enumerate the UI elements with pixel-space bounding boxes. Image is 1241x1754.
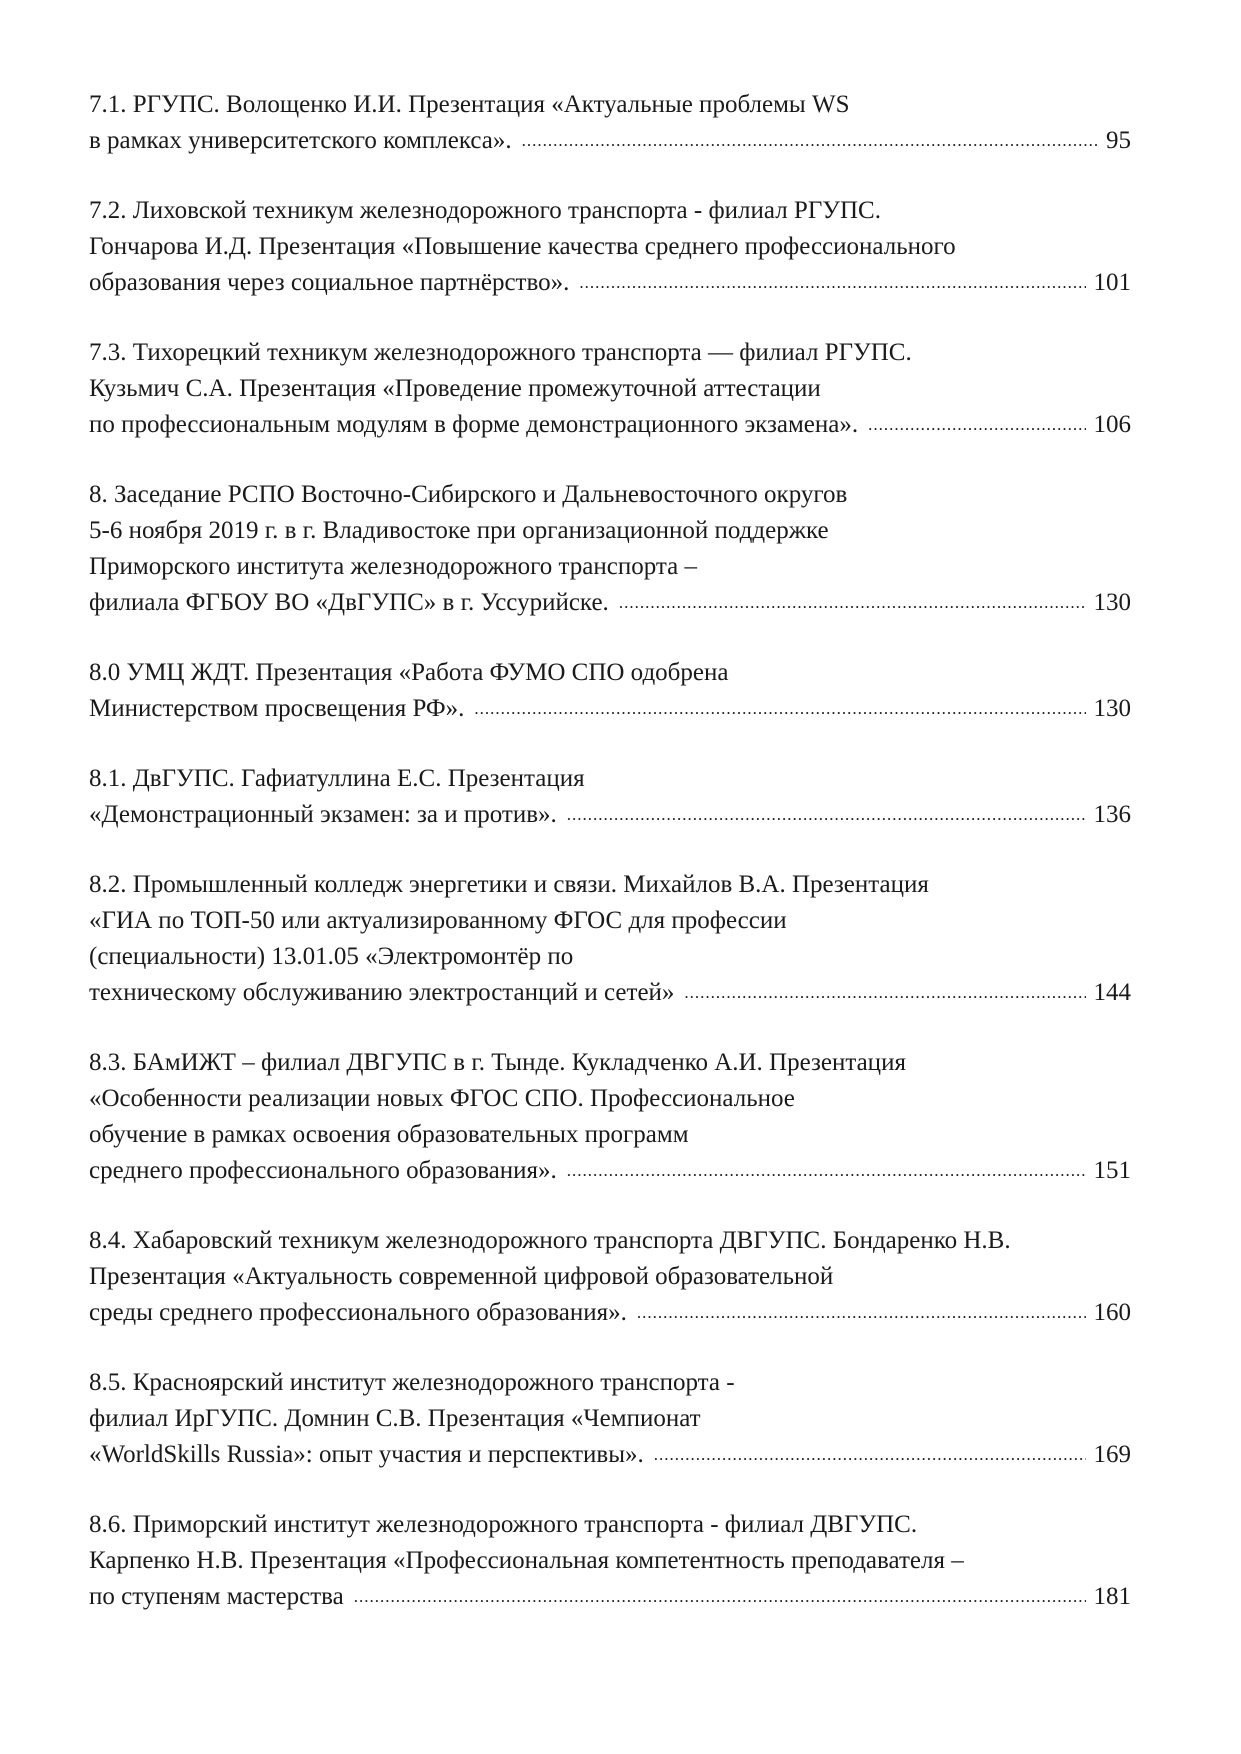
toc-entry-line: 8.5. Красноярский институт железнодорожного транспорта - [89, 1369, 735, 1396]
toc-entry-line: среднего профессионального образования». [89, 1157, 557, 1184]
toc-entry-line: «Демонстрационный экзамен: за и против». [89, 801, 557, 828]
toc-entry-line: 8.4. Хабаровский техникум железнодорожного транспорта ДВГУПС. Бондаренко Н.В. [89, 1227, 1011, 1254]
toc-entry-line: 7.3. Тихорецкий техникум железнодорожного транспорта — филиал РГУПС. [89, 339, 912, 366]
toc-page-number: 136 [1093, 801, 1131, 828]
toc-entry-last-line [89, 797, 1131, 833]
toc-entry-line: 7.1. РГУПС. Волощенко И.И. Презентация «Актуальные проблемы WS [89, 91, 850, 118]
toc-entry [89, 867, 1131, 1011]
toc-entry [89, 655, 1131, 727]
dot-leader [654, 1435, 1086, 1473]
toc-entry-last-line [89, 1295, 1131, 1331]
toc-entry-last-line [89, 585, 1131, 621]
toc-entry-line: Гончарова И.Д. Презентация «Повышение качества среднего профессионального [89, 233, 956, 260]
dot-leader [474, 689, 1085, 727]
dot-leader [522, 121, 1098, 159]
toc-page-number: 181 [1093, 1583, 1131, 1610]
toc-entry-line: 8.6. Приморский институт железнодорожного транспорта - филиал ДВГУПС. [89, 1511, 918, 1538]
toc-entry-line: «Особенности реализации новых ФГОС СПО. Профессиональное [89, 1085, 795, 1112]
toc-entry-line: обучение в рамках освоения образовательных программ [89, 1121, 689, 1148]
toc-entry-last-line [89, 1153, 1131, 1189]
toc-entry-line: 7.2. Лиховской техникум железнодорожного транспорта - филиал РГУПС. [89, 197, 881, 224]
toc-entry-line: 8.3. БАмИЖТ – филиал ДВГУПС в г. Тынде. Кукладченко А.И. Презентация [89, 1049, 906, 1076]
table-of-contents [89, 87, 1131, 1649]
toc-page-number: 169 [1093, 1441, 1131, 1468]
toc-entry-line: Презентация «Актуальность современной цифровой образовательной [89, 1263, 834, 1290]
toc-entry-line: 8.0 УМЦ ЖДТ. Презентация «Работа ФУМО СПО одобрена [89, 659, 729, 686]
dot-leader [637, 1293, 1086, 1331]
toc-entry-line: 8.2. Промышленный колледж энергетики и связи. Михайлов В.А. Презентация [89, 871, 929, 898]
toc-entry-line: техническому обслуживанию электростанций и сетей» [89, 979, 675, 1006]
dot-leader [579, 263, 1085, 301]
toc-entry-last-line [89, 265, 1131, 301]
toc-entry [89, 1045, 1131, 1189]
toc-entry-line: по ступеням мастерства [89, 1583, 344, 1610]
toc-page-number: 151 [1093, 1157, 1131, 1184]
toc-entry [89, 1507, 1131, 1615]
toc-entry [89, 335, 1131, 443]
toc-entry-line: Приморского института железнодорожного транспорта – [89, 553, 697, 580]
toc-entry [89, 1365, 1131, 1473]
toc-entry-line: филиала ФГБОУ ВО «ДвГУПС» в г. Уссурийске. [89, 589, 609, 616]
toc-page-number: 144 [1093, 979, 1131, 1006]
dot-leader [684, 973, 1085, 1011]
dot-leader [619, 583, 1086, 621]
toc-entry [89, 1223, 1131, 1331]
toc-entry-line: «WorldSkills Russia»: опыт участия и перспективы». [89, 1441, 644, 1468]
toc-entry-line: Кузьмич С.А. Презентация «Проведение промежуточной аттестации [89, 375, 821, 402]
toc-entry-line: среды среднего профессионального образования». [89, 1299, 627, 1326]
toc-entry-line: образования через социальное партнёрство». [89, 269, 570, 296]
toc-entry-line: филиал ИрГУПС. Домнин С.В. Презентация «Чемпионат [89, 1405, 701, 1432]
toc-page-number: 106 [1093, 411, 1131, 438]
toc-entry-line: в рамках университетского комплекса». [89, 127, 512, 154]
dot-leader [868, 405, 1085, 443]
toc-entry-last-line [89, 691, 1131, 727]
toc-entry-last-line [89, 407, 1131, 443]
toc-entry-last-line [89, 1437, 1131, 1473]
toc-entry-last-line [89, 975, 1131, 1011]
toc-entry-line: по профессиональным модулям в форме демонстрационного экзамена». [89, 411, 859, 438]
toc-entry-line: Карпенко Н.В. Презентация «Профессиональная компетентность преподавателя – [89, 1547, 964, 1574]
toc-entry [89, 761, 1131, 833]
toc-entry-line: 5-6 ноября 2019 г. в г. Владивостоке при организационной поддержке [89, 517, 829, 544]
toc-entry-line: 8. Заседание РСПО Восточно-Сибирского и Дальневосточного округов [89, 481, 848, 508]
toc-entry [89, 193, 1131, 301]
dot-leader [567, 1151, 1086, 1189]
toc-entry-last-line [89, 1579, 1131, 1615]
toc-entry-line: (специальности) 13.01.05 «Электромонтёр по [89, 943, 574, 970]
toc-page-number: 101 [1093, 269, 1131, 296]
toc-page-number: 160 [1093, 1299, 1131, 1326]
toc-page-number: 130 [1093, 695, 1131, 722]
toc-entry-line: 8.1. ДвГУПС. Гафиатуллина Е.С. Презентация [89, 765, 585, 792]
toc-page-number: 130 [1093, 589, 1131, 616]
toc-entry [89, 477, 1131, 621]
toc-entry-line: Министерством просвещения РФ». [89, 695, 465, 722]
dot-leader [567, 795, 1086, 833]
toc-entry-line: «ГИА по ТОП-50 или актуализированному ФГОС для профессии [89, 907, 787, 934]
toc-entry-last-line [89, 123, 1131, 159]
toc-entry [89, 87, 1131, 159]
toc-page-number: 95 [1106, 127, 1131, 154]
dot-leader [354, 1577, 1086, 1615]
